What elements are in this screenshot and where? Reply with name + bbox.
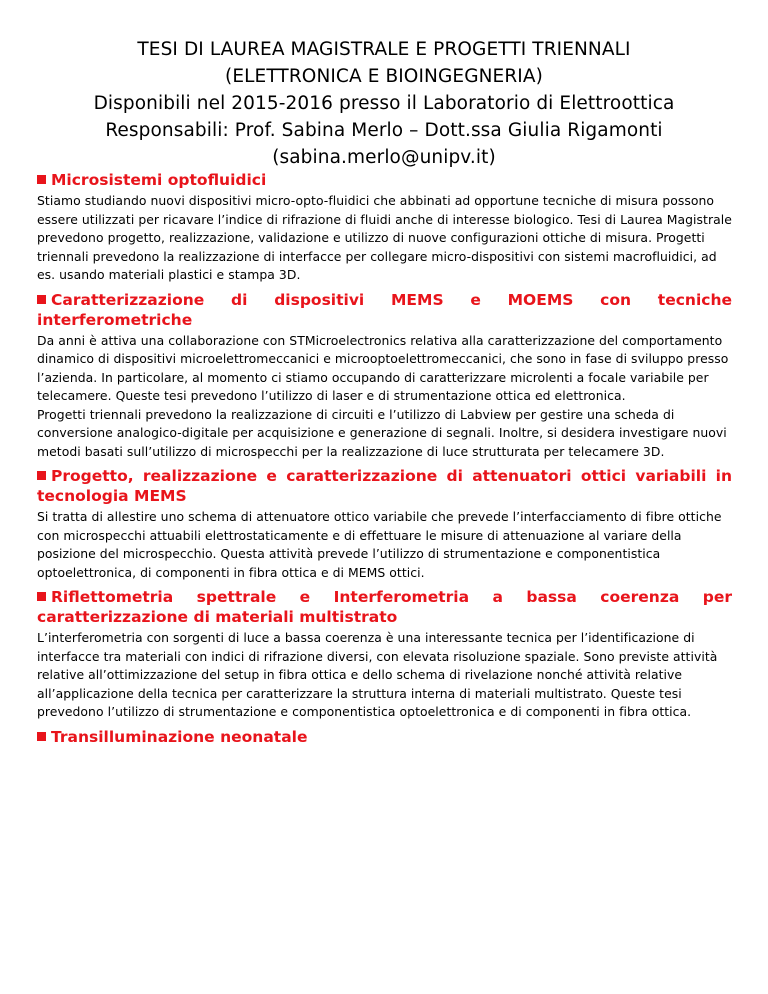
section-title [37,466,732,506]
section-title-text: Progetto, realizzazione e caratterizzazione di attenuatori ottici variabili in tecnologia MEMS [37,467,732,505]
square-bullet-icon [37,295,46,304]
section-paragraph: Si tratta di allestire uno schema di attenuatore ottico variabile che prevede l’interfacciamento di fibre ottiche con microspecchi attuabili elettrostaticamente e di effettuare le misure di attenuazione al variare della posizione del microspecchio. Questa attività prevede l’utilizzo di strumentazione e componentistica optoelettronica, di componenti in fibra ottica e di MEMS ottici. [37,509,722,580]
sections-list [37,170,732,747]
section-title-text: Riflettometria spettrale e Interferometria a bassa coerenza per caratterizzazione di materiali multistrato [37,588,732,626]
section-title-text: Microsistemi optofluidici [51,171,267,189]
section-paragraph: L’interferometria con sorgenti di luce a bassa coerenza è una interessante tecnica per l’identificazione di interfacce tra materiali con indici di rifrazione diversi, con elevata risoluzione spaziale. Sono previste attività relative all’ottimizzazione del setup in fibra ottica e dello schema di rivelazione nonché attività relative all’applicazione della tecnica per caratterizzare la struttura interna di materiali multistrato. Queste tesi prevedono l’utilizzo di strumentazione e componentistica optoelettronica e di componenti in fibra ottica. [37,630,718,719]
section-transilluminazione [37,727,732,747]
header-subtitle: (ELETTRONICA E BIOINGEGNERIA) [225,66,543,87]
section-title-text: Caratterizzazione di dispositivi MEMS e MOEMS con tecniche interferometriche [37,290,732,329]
section-title [37,727,732,747]
section-body [37,192,732,285]
square-bullet-icon [37,471,46,480]
section-paragraph: Da anni è attiva una collaborazione con STMicroelectronics relativa alla caratterizzazione del comportamento dinamico di dispositivi microelettromeccanici e microoptoelettromeccanici, che sono in fase di sviluppo presso l’azienda. In particolare, al momento ci stiamo occupando di caratterizzare microlenti a focale variabile per telecamere. Queste tesi prevedono l’utilizzo di laser e di strumentazione ottica ed elettronica. [37,332,729,403]
section-title-text: Transilluminazione neonatale [51,727,308,746]
section-body [37,332,732,462]
section-microsistemi [37,170,732,285]
document-header [30,36,738,171]
square-bullet-icon [37,592,46,601]
section-title [37,587,732,627]
header-email: (sabina.merlo@unipv.it) [272,147,496,168]
section-title [37,290,732,330]
section-paragraph: Progetti triennali prevedono la realizzazione di circuiti e l’utilizzo di Labview per gestire una scheda di conversione analogico-digitale per acquisizione e generazione di segnali. Inoltre, si desidera investigare nuovi metodi basati sull’utilizzo di microspecchi per la realizzazione di luce strutturata per telecamere 3D. [37,406,727,459]
section-attenuatori [37,466,732,582]
square-bullet-icon [37,732,46,741]
section-paragraph: Stiamo studiando nuovi dispositivi micro-opto-fluidici che abbinati ad opportune tecniche di misura possono essere utilizzati per ricavare l’indice di rifrazione di fluidi anche di interesse biologico. Tesi di Laurea Magistrale prevedono progetto, realizzazione, validazione e utilizzo di nuove configurazioni ottiche di misura. Progetti triennali prevedono la realizzazione di interfacce per collegare micro-dispositivi con sistemi macrofluidici, ad es. usando materiali plastici e stampa 3D. [37,193,732,282]
section-title [37,170,732,190]
header-responsible: Responsabili: Prof. Sabina Merlo – Dott.ssa Giulia Rigamonti [105,120,663,141]
square-bullet-icon [37,175,46,184]
section-body [37,508,732,582]
section-mems-moems [37,290,732,462]
header-title: TESI DI LAUREA MAGISTRALE E PROGETTI TRIENNALI [137,39,631,60]
section-body [37,629,732,722]
header-availability: Disponibili nel 2015-2016 presso il Laboratorio di Elettroottica [93,93,675,114]
section-riflettometria [37,587,732,722]
